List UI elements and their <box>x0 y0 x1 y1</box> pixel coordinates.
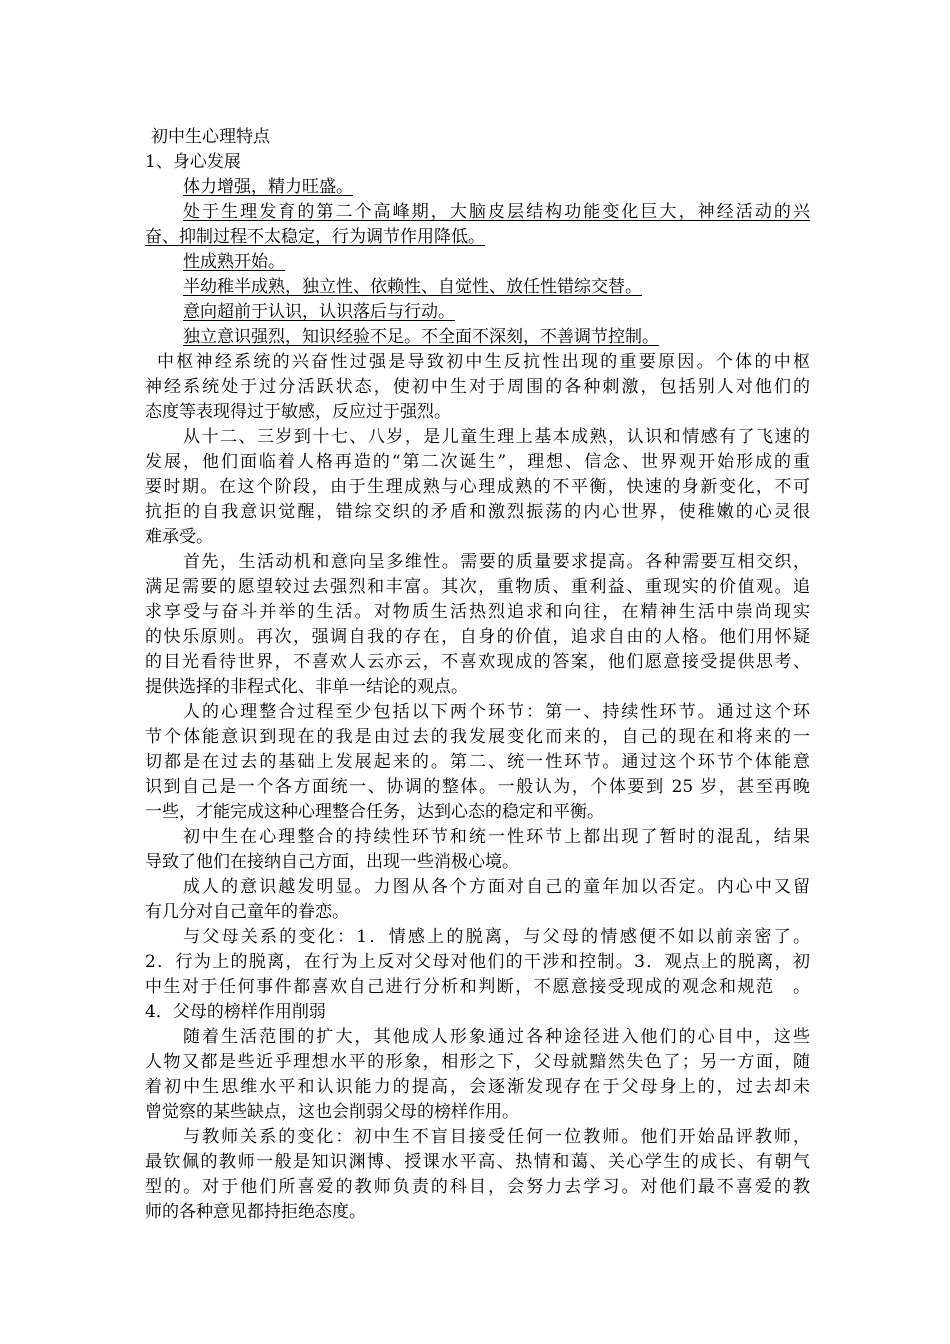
paragraph <box>145 825 810 875</box>
document-page <box>145 125 810 1225</box>
paragraph-line: 提供选择的非程式化、非单一结论的观点。 <box>145 677 468 697</box>
paragraph-line: 人的心理整合过程至少包括以下两个环节：第一、持续性环节。通过这个环 <box>183 702 810 722</box>
paragraph-line: 最钦佩的教师一般是知识渊博、授课水平高、热情和蔼、关心学生的成长、有朝气 <box>145 1152 810 1172</box>
paragraph-line: 2．行为上的脱离，在行为上反对父母对他们的干涉和控制。3．观点上的脱离，初 <box>145 952 810 972</box>
paragraph <box>145 875 810 925</box>
paragraph-line: 从十二、三岁到十七、八岁，是儿童生理上基本成熟，认识和情感有了飞速的 <box>183 427 810 447</box>
paragraph-line: 有几分对自己童年的眷恋。 <box>145 902 349 922</box>
underlined-line: 处于生理发育的第二个高峰期，大脑皮层结构功能变化巨大，神经活动的兴 <box>183 202 810 222</box>
paragraph-line: 成人的意识越发明显。力图从各个方面对自己的童年加以否定。内心中又留 <box>183 877 810 897</box>
paragraph-line: 导致了他们在接纳自己方面，出现一些消极心境。 <box>145 852 519 872</box>
paragraph-line: 首先，生活动机和意向呈多维性。需要的质量要求提高。各种需要互相交织， <box>183 552 810 572</box>
paragraph <box>145 1125 810 1225</box>
underlined-line: 奋、抑制过程不太稳定，行为调节作用降低。 <box>145 227 485 247</box>
underlined-line: 体力增强，精力旺盛。 <box>183 177 353 197</box>
paragraph-line: 着初中生思维水平和认识能力的提高，会逐渐发现存在于父母身上的，过去却未 <box>145 1077 810 1097</box>
paragraph-line: 的目光看待世界，不喜欢人云亦云，不喜欢现成的答案，他们愿意接受提供思考、 <box>145 652 810 672</box>
paragraph-line: 4．父母的榜样作用削弱 <box>145 1002 326 1022</box>
paragraph-line: 切都是在过去的基础上发展起来的。第二、统一性环节。通过这个环节个体能意 <box>145 752 810 772</box>
paragraph-line: 随着生活范围的扩大，其他成人形象通过各种途径进入他们的心目中，这些 <box>183 1027 810 1047</box>
paragraph-line: 的快乐原则。再次，强调自我的存在，自身的价值，追求自由的人格。他们用怀疑 <box>145 627 810 647</box>
paragraph-line: 求享受与奋斗并举的生活。对物质生活热烈追求和向往，在精神生活中崇尚现实 <box>145 602 810 622</box>
paragraph-line: 识到自己是一个各方面统一、协调的整体。一般认为，个体要到 25 岁，甚至再晚 <box>145 777 810 797</box>
underlined-line: 性成熟开始。 <box>183 252 285 272</box>
paragraph-line: 中生对于任何事件都喜欢自己进行分析和判断，不愿意接受现成的观念和规范 。 <box>145 977 810 997</box>
paragraph-line: 中枢神经系统的兴奋性过强是导致初中生反抗性出现的重要原因。个体的中枢 <box>157 352 810 372</box>
paragraph-line: 发展，他们面临着人格再造的“第二次诞生”，理想、信念、世界观开始形成的重 <box>145 452 810 472</box>
paragraph-line: 一些，才能完成这种心理整合任务，达到心态的稳定和平衡。 <box>145 802 604 822</box>
paragraph-line: 与父母关系的变化：1．情感上的脱离，与父母的情感便不如以前亲密了。 <box>183 927 810 947</box>
underlined-line: 独立意识强烈，知识经验不足。不全面不深刻，不善调节控制。 <box>183 327 659 347</box>
paragraph-line: 要时期。在这个阶段，由于生理成熟与心理成熟的不平衡，快速的身新变化，不可 <box>145 477 810 497</box>
section-heading: 1、身心发展 <box>145 152 241 172</box>
paragraph <box>145 700 810 825</box>
paragraph-line: 曾觉察的某些缺点，这也会削弱父母的榜样作用。 <box>145 1102 519 1122</box>
paragraph <box>145 550 810 700</box>
paragraph-line: 抗拒的自我意识觉醒，错综交织的矛盾和激烈振荡的内心世界，使稚嫩的心灵很 <box>145 502 810 522</box>
underlined-line: 意向超前于认识，认识落后与行动。 <box>183 302 455 322</box>
paragraph-line: 型的。对于他们所喜爱的教师负责的科目，会努力去学习。对他们最不喜爱的教 <box>145 1177 810 1197</box>
paragraph <box>145 425 810 550</box>
paragraph-line: 难承受。 <box>145 527 213 547</box>
paragraph-line: 态度等表现得过于敏感，反应过于强烈。 <box>145 402 451 422</box>
page-title: 初中生心理特点 <box>151 127 270 147</box>
paragraph-line: 初中生在心理整合的持续性环节和统一性环节上都出现了暂时的混乱，结果 <box>183 827 810 847</box>
paragraph-line: 师的各种意见都持拒绝态度。 <box>145 1202 366 1222</box>
paragraph-line: 节个体能意识到现在的我是由过去的我发展变化而来的，自己的现在和将来的一 <box>145 727 810 747</box>
paragraph <box>145 1025 810 1125</box>
underlined-line: 半幼稚半成熟，独立性、依赖性、自觉性、放任性错综交替。 <box>183 277 642 297</box>
paragraph-line: 满足需要的愿望较过去强烈和丰富。其次，重物质、重利益、重现实的价值观。追 <box>145 577 810 597</box>
paragraph-line: 与教师关系的变化：初中生不盲目接受任何一位教师。他们开始品评教师， <box>183 1127 810 1147</box>
paragraph <box>145 925 810 1025</box>
paragraph <box>145 350 810 425</box>
paragraph-line: 人物又都是些近乎理想水平的形象，相形之下，父母就黯然失色了；另一方面，随 <box>145 1052 810 1072</box>
paragraph-line: 神经系统处于过分活跃状态，使初中生对于周围的各种刺激，包括别人对他们的 <box>145 377 810 397</box>
